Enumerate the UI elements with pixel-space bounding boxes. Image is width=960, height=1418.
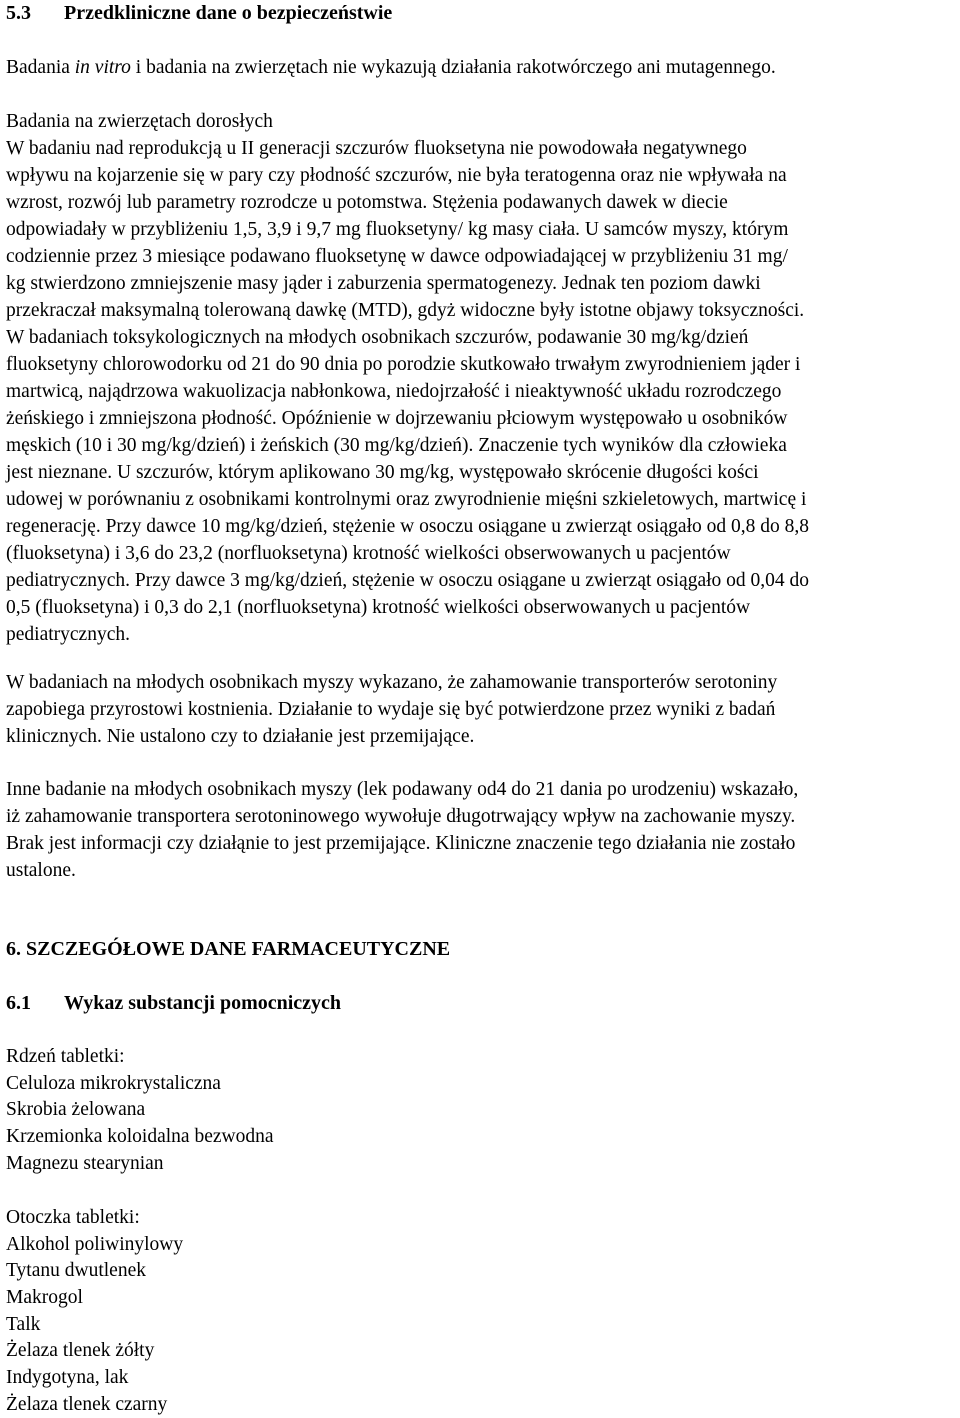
paragraph-line: wzrost, rozwój lub parametry rozrodcze u potomstwa. Stężenia podawanych dawek w diecie <box>6 192 728 213</box>
paragraph-line: klinicznych. Nie ustalono czy to działanie jest przemijające. <box>6 726 475 747</box>
excipient-item: Talk <box>6 1313 41 1335</box>
paragraph-line: 0,5 (fluoksetyna) i 0,3 do 2,1 (norfluoksetyna) krotność wielkości obserwowanych u pacjentów <box>6 597 751 618</box>
section-title: Przedkliniczne dane o bezpieczeństwie <box>64 2 393 24</box>
excipient-item: Indygotyna, lak <box>6 1367 129 1389</box>
paragraph-line: jest nieznane. U szczurów, którym aplikowano 30 mg/kg, występowało skrócenie długości kości <box>6 462 759 483</box>
section-title: Wykaz substancji pomocniczych <box>64 992 342 1014</box>
section-6-1-heading <box>6 990 956 1017</box>
paragraph-line: ustalone. <box>6 860 76 881</box>
section-6-heading: 6. SZCZEGÓŁOWE DANE FARMACEUTYCZNE <box>6 938 451 960</box>
paragraph-line: udowej w porównaniu z osobnikami kontrolnymi oraz zwyrodnienie mięśni szkieletowych, martwicę i <box>6 489 807 510</box>
excipient-item: Magnezu stearynian <box>6 1152 164 1174</box>
paragraph-line: W badaniach toksykologicznych na młodych osobnikach szczurów, podawanie 30 mg/kg/dzień <box>6 327 749 348</box>
paragraph-line: Inne badanie na młodych osobnikach myszy (lek podawany od4 do 21 dania po urodzeniu) wskazało, <box>6 779 799 800</box>
section-5-3-heading <box>6 0 956 27</box>
paragraph-line: (fluoksetyna) i 3,6 do 23,2 (norfluoksetyna) krotność wielkości obserwowanych u pacjentów <box>6 543 731 564</box>
paragraph-line: martwicą, najądrzowa wakuolizacja nabłonkowa, niedojrzałość i nieaktywność układu rozrodczego <box>6 381 782 402</box>
tablet-core-list <box>6 1043 956 1176</box>
tablet-core-label: Rdzeń tabletki: <box>6 1046 125 1067</box>
excipient-item: Skrobia żelowana <box>6 1099 146 1121</box>
subheading-adult-animals: Badania na zwierzętach dorosłych <box>6 111 273 132</box>
paragraph-line: zapobiega przyrostowi kostnienia. Działanie to wydaje się być potwierdzone przez wyniki z badań <box>6 699 776 720</box>
paragraph-bone-ossification <box>6 669 956 750</box>
paragraph-line: pediatrycznych. <box>6 624 130 645</box>
excipient-item: Żelaza tlenek żółty <box>6 1340 155 1362</box>
paragraph-line: pediatrycznych. Przy dawce 3 mg/kg/dzień, stężenie w osoczu osiągane u zwierząt osiągało od 0,04 do <box>6 570 810 591</box>
paragraph-line: wpływu na kojarzenie się w pary czy płodność szczurów, nie była teratogenna oraz nie wpływała na <box>6 165 787 186</box>
italic-term: in vitro <box>74 57 131 78</box>
paragraph-line: W badaniach na młodych osobnikach myszy wykazano, że zahamowanie transporterów serotoniny <box>6 672 778 693</box>
paragraph-line: Brak jest informacji czy działąnie to jest przemijające. Kliniczne znaczenie tego działania nie zostało <box>6 833 796 854</box>
paragraph-line: przekraczał maksymalną tolerowaną dawkę (MTD), gdyż widoczne były istotne objawy toksyczności. <box>6 300 805 321</box>
excipient-item: Alkohol poliwinylowy <box>6 1233 184 1255</box>
tablet-coating-label: Otoczka tabletki: <box>6 1207 140 1228</box>
excipient-item: Żelaza tlenek czarny <box>6 1393 168 1415</box>
paragraph-line: regenerację. Przy dawce 10 mg/kg/dzień, stężenie w osoczu osiągane u zwierząt osiągało od 0,8 do 8,8 <box>6 516 809 537</box>
section-number: 6.1 <box>6 992 31 1014</box>
paragraph-line: męskich (10 i 30 mg/kg/dzień) i żeńskich (30 mg/kg/dzień). Znaczenie tych wyników dla człowieka <box>6 435 787 456</box>
excipient-item: Makrogol <box>6 1287 83 1309</box>
tablet-coating-list <box>6 1204 956 1418</box>
paragraph-line: żeńskiego i zmniejszona płodność. Opóźnienie w dojrzewaniu płciowym występowało u osobników <box>6 408 788 429</box>
paragraph-line: iż zahamowanie transportera serotoninowego wywołuje długotrwający wpływ na zachowanie myszy. <box>6 806 796 827</box>
excipient-item: Celuloza mikrokrystaliczna <box>6 1072 221 1094</box>
section-number: 5.3 <box>6 2 31 24</box>
paragraph-adult-studies <box>6 135 956 648</box>
paragraph-behavioural-effects <box>6 776 956 884</box>
paragraph-line: odpowiadały w przybliżeniu 1,5, 3,9 i 9,7 mg fluoksetyny/ kg masy ciała. U samców myszy, którym <box>6 219 789 240</box>
intro-sentence: Badania in vitro i badania na zwierzętach nie wykazują działania rakotwórczego ani mutagennego. <box>6 57 776 78</box>
excipient-item: Tytanu dwutlenek <box>6 1260 146 1282</box>
excipient-item: Krzemionka koloidalna bezwodna <box>6 1126 274 1148</box>
paragraph-line: codziennie przez 3 miesiące podawano fluoksetynę w dawce odpowiadającej w przybliżeniu 31 mg/ <box>6 246 788 267</box>
paragraph-line: fluoksetyny chlorowodorku od 21 do 90 dnia po porodzie skutkowało trwałym zwyrodnieniem jąder i <box>6 354 801 375</box>
paragraph-line: kg stwierdzono zmniejszenie masy jąder i zaburzenia spermatogenezy. Jednak ten poziom dawki <box>6 273 761 294</box>
paragraph-line: W badaniu nad reprodukcją u II generacji szczurów fluoksetyna nie powodowała negatywnego <box>6 138 747 159</box>
